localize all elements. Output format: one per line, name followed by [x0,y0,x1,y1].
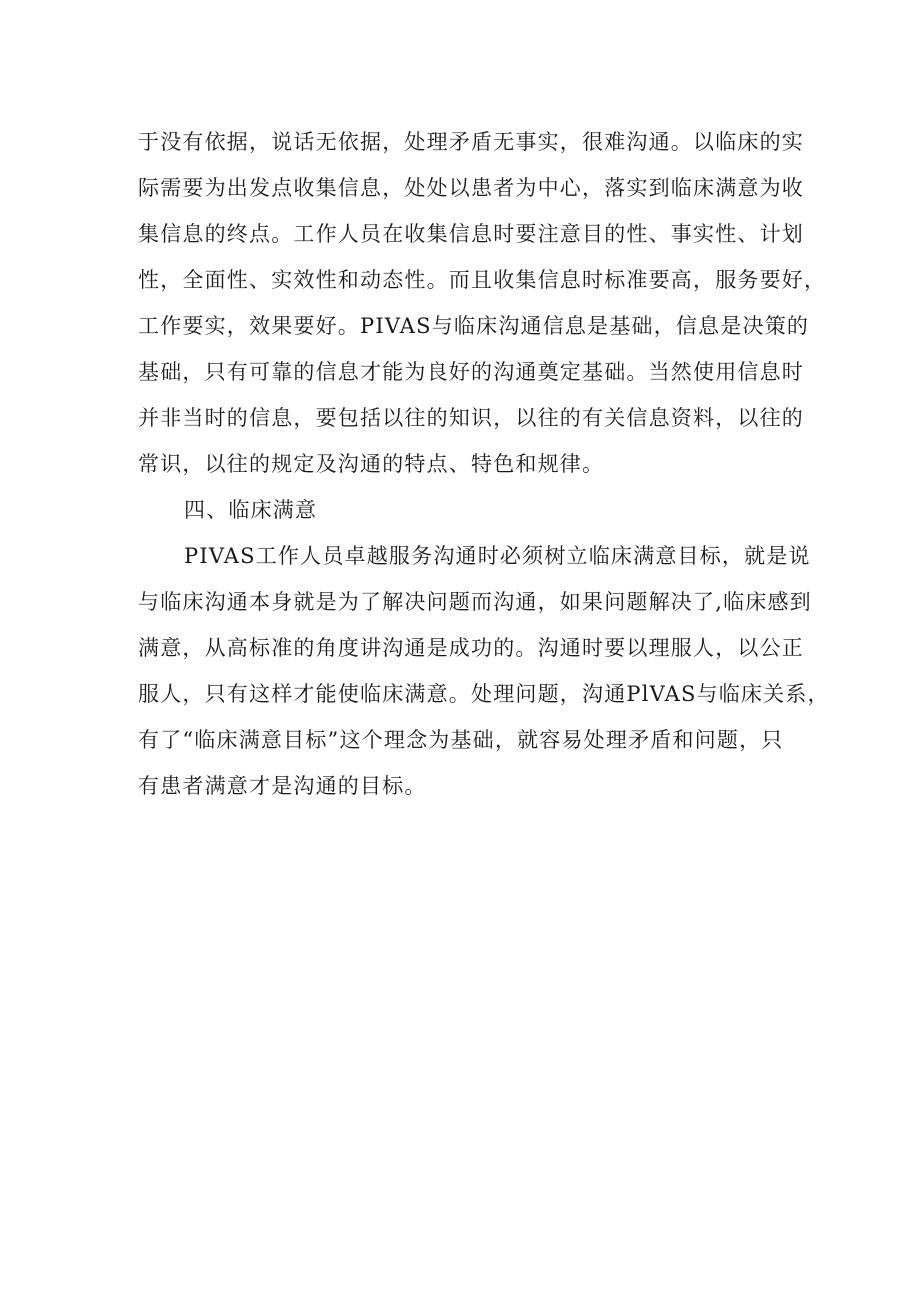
paragraph-1-line-7: 并非当时的信息，要包括以往的知识，以往的有关信息资料，以往的 [138,406,804,430]
section-heading: 四、临床满意 [184,498,318,522]
paragraph-2-line-5: 有了“临床满意目标”这个理念为基础，就容易处理矛盾和问题，只 [138,728,784,752]
paragraph-1-line-1: 于没有依据，说话无依据，处理矛盾无事实，很难沟通。以临床的实 [138,130,804,154]
paragraph-2-line-1: PIVAS工作人员卓越服务沟通时必须树立临床满意目标，就是说 [184,544,811,568]
paragraph-2-line-2: 与临床沟通本身就是为了解决问题而沟通，如果问题解决了,临床感到 [138,590,812,614]
paragraph-1-line-6: 基础，只有可靠的信息才能为良好的沟通奠定基础。当然使用信息时 [138,360,804,384]
paragraph-2-line-4: 服人，只有这样才能使临床满意。处理问题，沟通PlVAS与临床关系， [138,682,830,706]
paragraph-2-line-6: 有患者满意才是沟通的目标。 [138,774,427,798]
paragraph-1-line-8: 常识，以往的规定及沟通的特点、特色和规律。 [138,452,605,476]
paragraph-2-line-3: 满意，从高标准的角度讲沟通是成功的。沟通时要以理服人，以公正 [138,636,804,660]
paragraph-1-line-2: 际需要为出发点收集信息，处处以患者为中心，落实到临床满意为收 [138,176,804,200]
paragraph-1-line-5: 工作要实，效果要好。PIVAS与临床沟通信息是基础，信息是决策的 [138,314,810,338]
paragraph-1-line-4: 性，全面性、实效性和动态性。而且收集信息时标准要高，服务要好， [138,268,827,292]
paragraph-1-line-3: 集信息的终点。工作人员在收集信息时要注意目的性、事实性、计划 [138,222,804,246]
